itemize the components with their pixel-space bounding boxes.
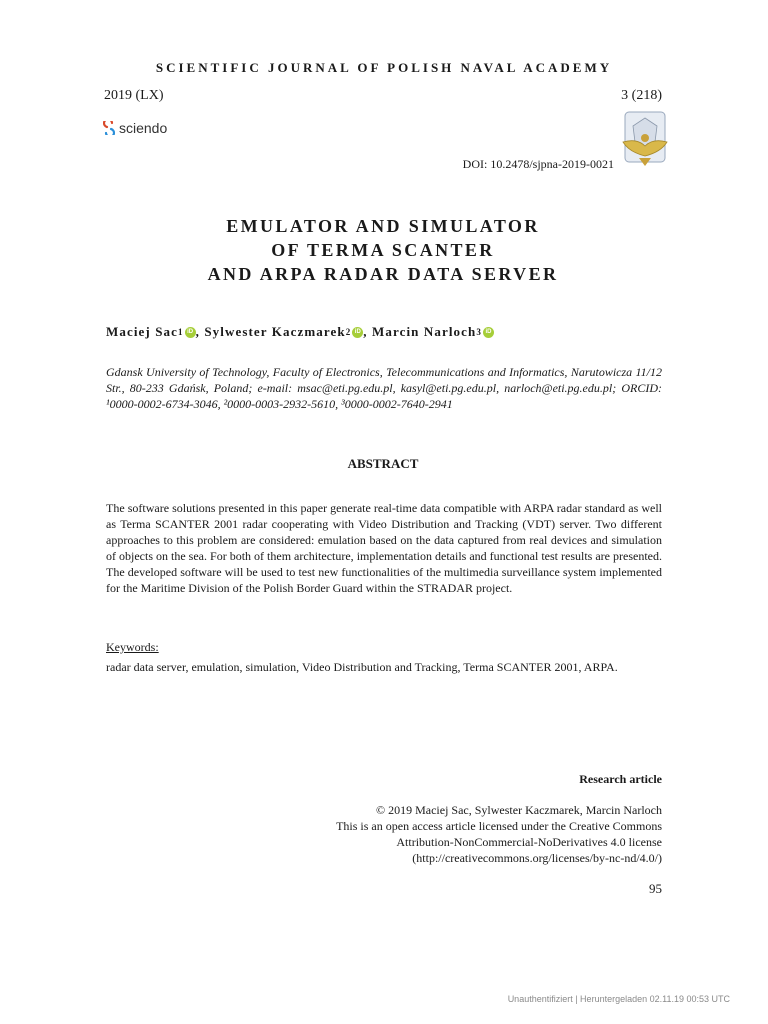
eagle-crest-icon	[617, 108, 673, 170]
paper-title	[0, 214, 766, 286]
author-name: Maciej Sac	[106, 324, 179, 339]
orcid-icon[interactable]: iD	[185, 327, 196, 338]
publisher-logo	[103, 120, 167, 136]
author-name: Sylwester Kaczmarek	[204, 324, 346, 339]
author-name: Marcin Narloch	[372, 324, 477, 339]
author-mark: 3	[476, 327, 482, 337]
article-type: Research article	[579, 772, 662, 786]
title-line: AND ARPA RADAR DATA SERVER	[207, 264, 559, 284]
license-notice	[336, 802, 662, 866]
issue-year: 2019 (LX)	[104, 88, 164, 103]
doi: DOI: 10.2478/sjpna-2019-0021	[462, 157, 614, 171]
sciendo-logo-icon	[103, 121, 115, 135]
author-mark: 1	[178, 327, 184, 337]
abstract-text: The software solutions presented in this paper generate real-time data compatible with ARPA radar standard as well as Terma SCANTER 2001 radar cooperating with Video Distribution and Tracking (VDT) server. Two different approaches to this problem are considered: emulation based on the data captured from real devices and simulation of objects on the sea. For both of them architecture, implementation details and functional test results are presented. The developed software will be used to test new functionalities of the multimedia surveillance system implemented for the Maritime Division of the Polish Border Guard within the STRADAR project.	[106, 501, 662, 595]
journal-title: SCIENTIFIC JOURNAL OF POLISH NAVAL ACADEMY	[155, 60, 613, 75]
orcid-icon[interactable]: iD	[483, 327, 494, 338]
license-link[interactable]: (http://creativecommons.org/licenses/by-nc-nd/4.0/)	[412, 851, 662, 865]
title-line: EMULATOR AND SIMULATOR	[226, 216, 540, 236]
naval-academy-emblem	[617, 108, 673, 175]
publisher-name: sciendo	[119, 120, 168, 136]
affiliation: Gdansk University of Technology, Faculty of Electronics, Telecommunications and Informatics, Narutowicza 11/12 Str., 80-233 Gdańsk, Poland; e-mail: msac@eti.pg.edu.pl, kasyl@eti.pg.edu.pl, narloch@eti.pg.edu.pl; ORCID: ¹0000-0002-6734-3046, ²0000-0003-2932-5610, ³0000-0002-7640-2941	[106, 365, 662, 411]
author-separator: ,	[195, 324, 205, 339]
keywords-heading: Keywords:	[106, 640, 159, 654]
download-stamp: Unauthentifiziert | Heruntergeladen 02.11.19 00:53 UTC	[507, 994, 730, 1004]
abstract-heading: ABSTRACT	[347, 456, 419, 471]
license-line: This is an open access article licensed under the Creative Commons	[336, 819, 662, 833]
issue-number: 3 (218)	[621, 88, 662, 103]
author-separator: ,	[363, 324, 372, 339]
keywords-text: radar data server, emulation, simulation, Video Distribution and Tracking, Terma SCANTER 2001, ARPA.	[106, 660, 618, 674]
orcid-icon[interactable]: iD	[352, 327, 363, 338]
license-line: © 2019 Maciej Sac, Sylwester Kaczmarek, Marcin Narloch	[375, 803, 662, 817]
license-line: Attribution-NonCommercial-NoDerivatives 4.0 license	[396, 835, 662, 849]
title-line: OF TERMA SCANTER	[271, 240, 495, 260]
author-mark: 2	[345, 327, 352, 337]
page-number: 95	[649, 881, 662, 896]
author-list	[106, 324, 494, 340]
